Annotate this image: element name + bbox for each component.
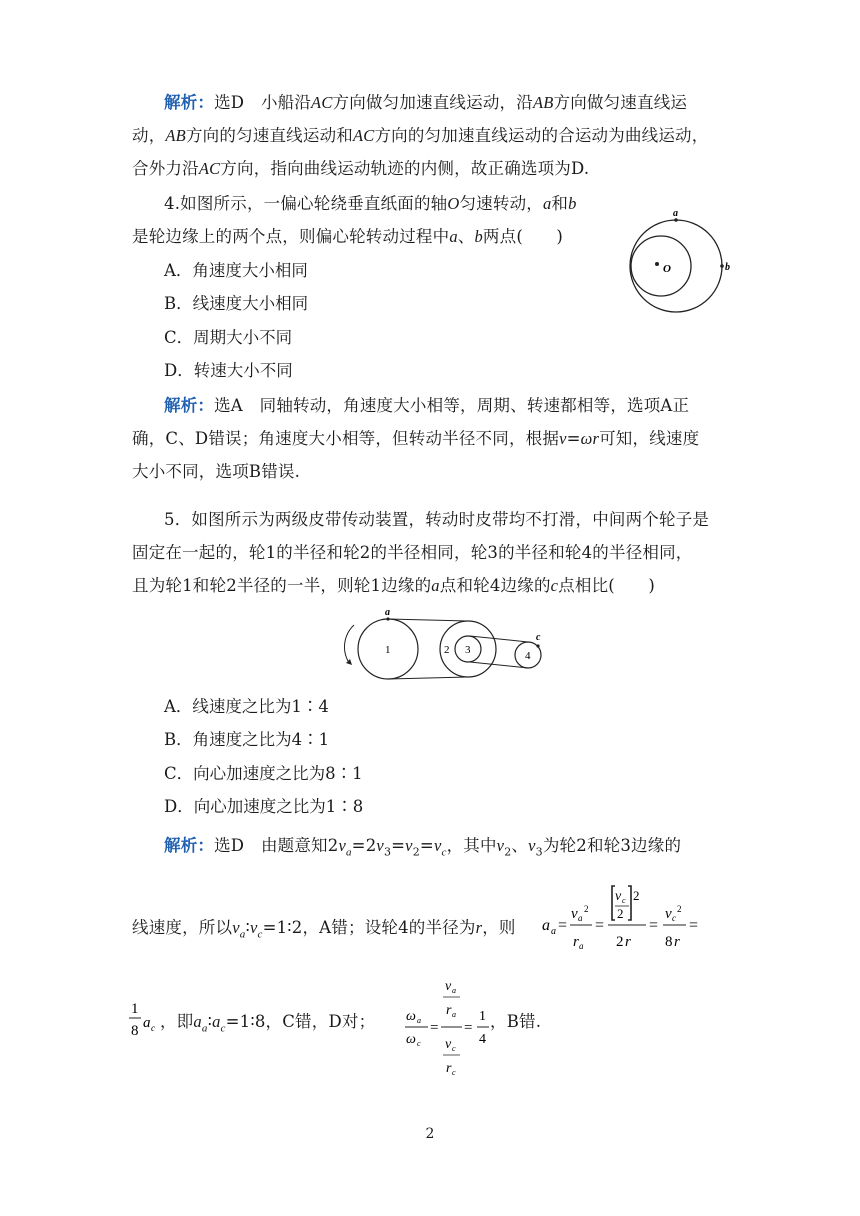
svg-text:c: c (452, 1068, 456, 1077)
svg-text:2: 2 (617, 906, 624, 921)
svg-text:a: a (452, 986, 456, 995)
acceleration-formula (540, 878, 740, 958)
q5-option-c: C．向心加速度之比为8∶1 (164, 764, 363, 783)
q4-option-a: A．角速度大小相同 (164, 261, 308, 280)
q5-line3: 且为轮1和轮2半径的一半，则轮1边缘的a点和轮4边缘的c点相比( ) (132, 576, 655, 595)
formula-aa-svg (540, 878, 740, 958)
svg-text:a: a (579, 941, 584, 951)
svg-text:=: = (558, 917, 568, 934)
analysis5-line1: 解析：选D 由题意知$2v_a=2v_3=v_2=v_c$，其中$v_2$、$v_3$为轮2和轮3边缘的 (164, 836, 682, 859)
svg-text:r: r (674, 934, 680, 950)
svg-text:r: r (625, 934, 631, 950)
omega-ratio-formula (404, 970, 494, 1080)
svg-text:c: c (622, 896, 626, 905)
belt-lower-1 (388, 677, 468, 679)
svg-text:=: = (689, 917, 699, 934)
svg-text:r: r (573, 934, 579, 950)
analysis3-line1: 解析：选D 小船沿AC方向做匀加速直线运动，沿AB方向做匀速直线运 (164, 93, 688, 112)
svg-text:a: a (578, 913, 583, 923)
svg-text:v: v (571, 906, 578, 922)
q5-line1: 5．如图所示为两级皮带传动装置，转动时皮带均不打滑，中间两个轮子是 (164, 510, 710, 529)
q4-line1: 4.如图所示，一偏心轮绕垂直纸面的轴O匀速转动，a和b (164, 194, 577, 213)
q5-option-a: A．线速度之比为1∶4 (164, 697, 329, 716)
svg-text:r: r (446, 1003, 452, 1018)
label-a: a (385, 607, 390, 618)
analysis3-line2: 动，AB方向的匀速直线运动和AC方向的匀加速直线运动的合运动为曲线运动， (132, 126, 709, 145)
analysis-label: 解析： (164, 836, 215, 855)
q5-option-d: D．向心加速度之比为1∶8 (164, 797, 364, 816)
analysis-label: 解析： (164, 93, 215, 112)
svg-text:v: v (445, 1037, 452, 1052)
label-o: O (663, 263, 671, 275)
svg-text:r: r (446, 1061, 452, 1076)
rotation-arrow (344, 625, 354, 661)
label-b: b (725, 262, 730, 273)
svg-text:c: c (452, 1044, 456, 1053)
wheel-3-label: 3 (465, 644, 471, 656)
svg-text:v: v (615, 889, 622, 904)
q5-line2: 固定在一起的，轮1的半径和轮2的半径相同，轮3的半径和轮4的半径相同， (132, 543, 693, 562)
q4-option-c: C．周期大小不同 (164, 328, 293, 347)
eccentric-wheel-figure (620, 200, 740, 320)
svg-text:c: c (417, 1039, 421, 1048)
svg-text:2: 2 (584, 904, 589, 914)
belt-drive-figure (340, 605, 550, 685)
analysis4-line2: 确，C、D错误；角速度大小相等，但转动半径不同，根据v=ωr可知，线速度 (132, 429, 700, 448)
svg-text:a: a (542, 917, 550, 934)
outer-wheel-circle (630, 220, 722, 312)
svg-text:a: a (143, 1015, 151, 1031)
svg-text:c: c (151, 1023, 155, 1033)
q5-option-b: B．角速度之比为4∶1 (164, 730, 330, 749)
label-a: a (673, 208, 678, 219)
belt-upper-1 (388, 619, 468, 621)
q4-option-d: D．转速大小不同 (164, 361, 293, 380)
analysis3-line3: 合外力沿AC方向，指向曲线运动轨迹的内侧，故正确选项为D. (132, 159, 590, 178)
svg-text:=: = (595, 917, 605, 934)
label-c: c (536, 632, 541, 643)
svg-text:2: 2 (616, 934, 624, 950)
svg-text:8: 8 (665, 934, 673, 950)
svg-text:c: c (672, 913, 676, 923)
svg-text:v: v (665, 906, 672, 922)
analysis5-line3: ，即$a_a∶a_c=1∶8$，C错，D对； (160, 1012, 376, 1035)
svg-text:2: 2 (633, 888, 640, 903)
svg-text:=: = (430, 1020, 439, 1036)
svg-text:a: a (551, 926, 556, 937)
analysis4-line3: 大小不同，选项B错误. (132, 462, 301, 481)
svg-text:v: v (445, 979, 452, 994)
svg-text:a: a (417, 1016, 421, 1025)
svg-text:2: 2 (677, 904, 682, 914)
svg-text:ω: ω (406, 1032, 416, 1047)
wheel-1-label: 1 (385, 644, 391, 656)
point-b-dot (720, 264, 724, 268)
svg-text:=: = (649, 917, 659, 934)
axis-o-dot (655, 262, 659, 266)
point-c-dot (536, 644, 539, 647)
analysis5-tail: ，B错. (490, 1012, 542, 1031)
wheel-2-label: 2 (444, 644, 450, 656)
inner-wheel-circle (631, 236, 691, 296)
wheel-4-label: 4 (525, 650, 531, 662)
svg-text:1: 1 (479, 1009, 486, 1024)
analysis-label: 解析： (164, 396, 215, 415)
page-number: 2 (425, 1126, 435, 1142)
q4-line2: 是轮边缘上的两个点，则偏心轮转动过程中a、b两点( ) (132, 227, 563, 246)
svg-text:1: 1 (131, 1001, 139, 1017)
svg-text:4: 4 (479, 1032, 486, 1047)
svg-text:ω: ω (406, 1009, 416, 1024)
fraction-one-eighth (128, 995, 158, 1045)
svg-text:=: = (464, 1020, 473, 1036)
svg-text:8: 8 (131, 1023, 139, 1039)
analysis4-line1: 解析：选A 同轴转动，角速度大小相等，周期、转速都相等，选项A正 (164, 396, 690, 415)
svg-text:a: a (452, 1010, 456, 1019)
q4-option-b: B．线速度大小相同 (164, 294, 309, 313)
analysis5-line2: 线速度，所以$v_a∶v_c=1∶2$，A错；设轮4的半径为r，则 (132, 918, 516, 941)
